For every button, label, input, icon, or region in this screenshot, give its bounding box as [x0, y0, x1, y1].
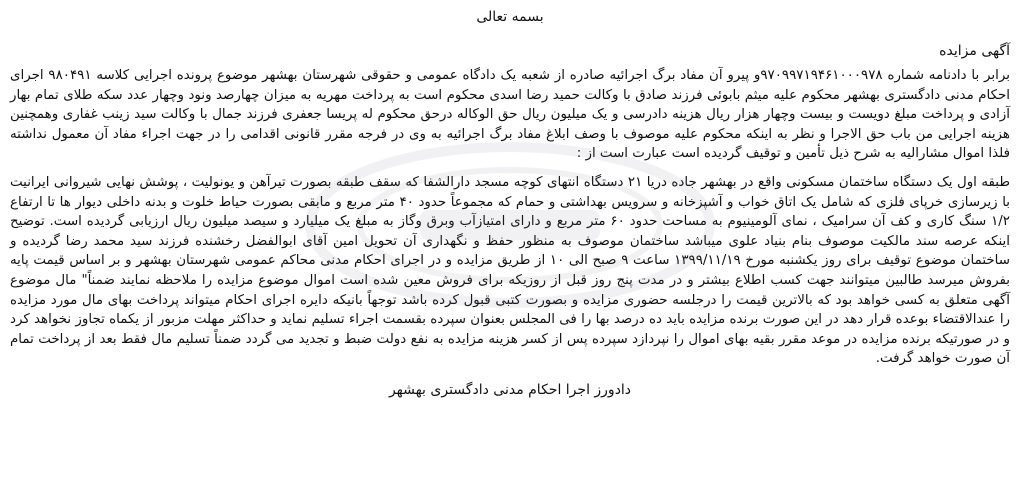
document-heading: بسمه تعالی	[476, 9, 544, 25]
signature-line: دادورز اجرا احکام مدنی دادگستری بهشهر	[388, 381, 632, 398]
document-title: آگهی مزایده	[939, 43, 1010, 59]
notice-paragraph: برابر با دادنامه شماره ۹۷۰۹۹۷۱۹۴۶۱۰۰۰۹۷۸و پیرو آن مفاد برگ اجرائیه صادره از شعبه یک دادگاه عمومی و حقوقی شهرستان بهشهر موضوع پرونده اجرایی کلاسه ۹۸۰۴۹۱ اجرای احکام مدنی دادگستری بهشهر محکوم علیه میثم بابوئی فرزند صادق با وکالت حمید رضا اسدی محکوم است به پرداخت مهریه به میزان چهارصد ونود وچهار عدد سکه طلای تمام بهار آزادی و پرداخت مبلغ دویست و بیست وچهار هزار ریال هزینه دادرسی و یک میلیون ریال حق الوکاله درحق محکوم له پریسا جعفری فرزند جمال با وکالت سید زینب غفاری وهمچنین هزینه اجرایی من باب حق الاجرا و نظر به اینکه محکوم علیه موصوف با وصف ابلاغ مفاد برگ اجرائیه به وی در فرجه مقرر قانونی اقدامی را در جهت اجراء مفاد آن معمول نداشته فلذا اموال مشارالیه به شرح ذیل تأمین و توقیف گردیده است عبارت است از :	[10, 68, 1010, 162]
notice-paragraph: طبقه اول یک دستگاه ساختمان مسکونی واقع در بهشهر جاده دریا ۲۱ دستگاه انتهای کوچه مسجد دارالشفا که سقف طبقه بصورت تیرآهن و یونولیت ، پوشش نهایی شیروانی ایرانیت با زیرسازی خرپای فلزی که شامل یک اتاق خواب و آشپزخانه و سرویس بهداشتی و حمام که مجموعاً حدود ۴۰ متر مربع و مابقی بصورت حیاط خلوت و بدنه داخلی دیوار ها تا ارتفاع ۱/۲ سنگ کاری و کف آن سرامیک ، نمای آلومینیوم به مساحت حدود ۶۰ متر مربع و دارای امتیازآب وبرق وگاز به مبلغ یک میلیارد و سیصد میلیون ریال ارزیابی گردیده است. توضیح اینکه عرصه سند مالکیت موصوف بنام بنیاد علوی میباشد ساختمان موصوف به منظور حفظ و نگهداری آن تحویل امین آقای ابوالفضل رخشنده فرزند سید محمد رضا گردیده و ساختمان موضوع توقیف برای روز یکشنبه مورخ ۱۳۹۹/۱۱/۱۹ ساعت ۹ صبح الی ۱۰ از طریق مزایده و در اجرای احکام مدنی محاکم عمومی شهرستان بهشهر و بر اساس قیمت پایه بفروش میرسد طالبین میتوانند جهت کسب اطلاع بیشتر و در مدت پنج روز قبل از روزیکه برای فروش معین شده است اموال موضوع مزایده را ملاحظه نمایند ضمناً" مال موضوع آگهی متعلق به کسی خواهد بود که بالاترین قیمت را درجلسه حضوری مزایده و بصورت کتبی قبول کرده باشد توجهاً بانیکه دایره اجرای احکام میتواند پرداخت بهای مال مورد مزایده را عندالاقتضاء بوعده قرار دهد در این صورت برنده مزایده باید ده درصد بها را فی المجلس بعنوان سپرده بقسمت اجراء تسلیم نماید و حداکثر مهلت مزبور از یکماه تجاوز نخواهد کرد و در صورتیکه برنده مزایده در موعد مقرر بقیه بهای اموال را نپردازد سپرده پس از کسر هزینه مزایده به نفع دولت ضبط و تجدید می گردد ضمناً تسلیم مال فقط بعد از پرداخت تمام آن صورت خواهد گرفت.	[10, 174, 1011, 367]
